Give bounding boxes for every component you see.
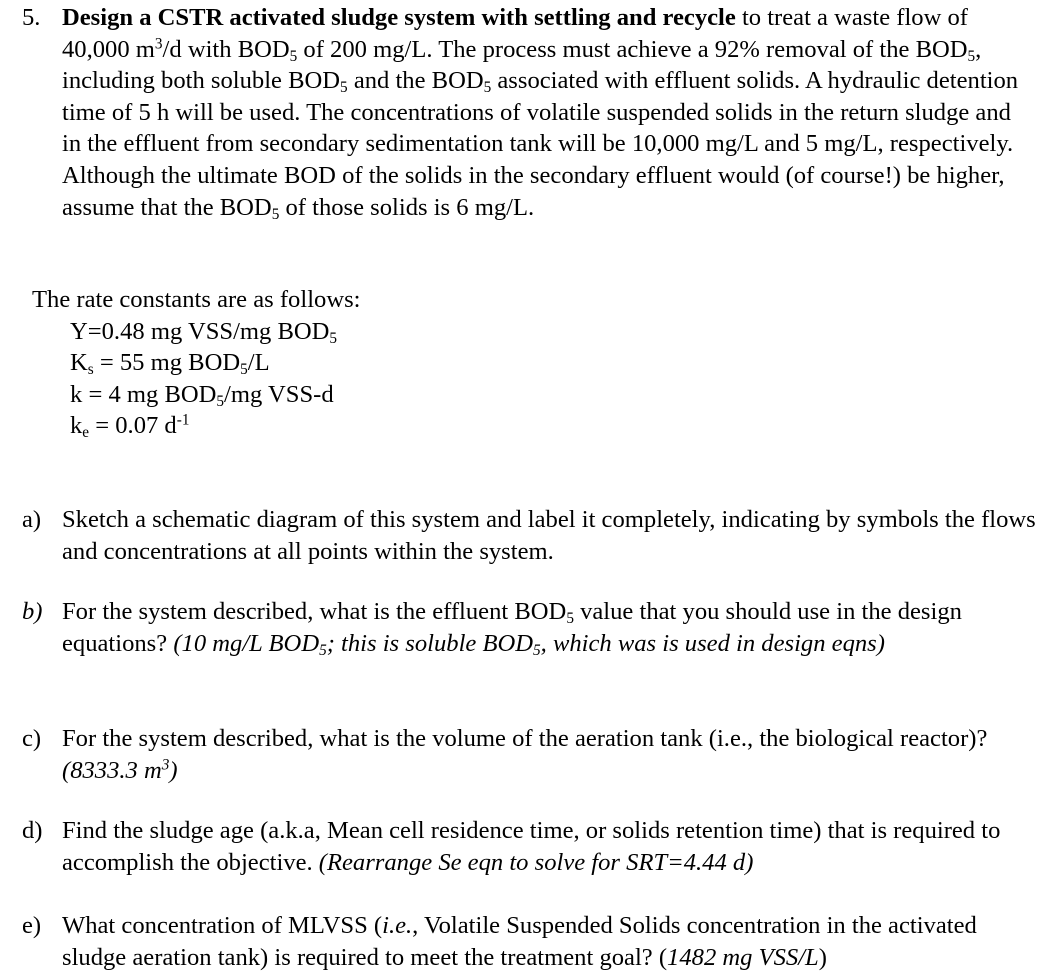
statement-part: of 200 mg/L. The process must achieve a 92% removal of the BOD [297, 35, 968, 63]
question-part: Find the sludge age (a.k.a, Mean cell residence time, or solids retention time) that is required to accomplish the objective. [62, 817, 1001, 876]
answer-text: 1482 mg VSS/L [667, 943, 819, 971]
problem-number: 5. [22, 4, 41, 31]
subscript: e [82, 424, 90, 442]
question-part: For the system described, what is the effluent BOD [62, 598, 567, 625]
superscript: 3 [154, 35, 163, 53]
question-label: c) [22, 725, 42, 752]
rate-ks [32, 347, 361, 379]
question-label: b) [22, 598, 43, 625]
question-text [62, 910, 1036, 973]
rate-text: k [70, 412, 83, 440]
subscript: 5 [289, 47, 298, 65]
answer-part: (10 mg/L BOD [173, 629, 320, 657]
question-label: a) [22, 506, 42, 533]
subscript: 5 [967, 47, 976, 65]
rate-text: = 0.07 d [89, 412, 177, 440]
rate-text: Y=0.48 mg VSS/mg BOD [70, 317, 330, 345]
rate-text: /L [247, 349, 270, 377]
question-label: e) [22, 912, 42, 939]
question-part: value that you should use in the design equations? [62, 598, 962, 657]
question-part: What concentration of MLVSS ( [62, 912, 383, 939]
question-text [62, 596, 1036, 659]
statement-part: , including both soluble BOD [62, 35, 982, 95]
subscript: 5 [566, 609, 574, 627]
rate-text: = 55 mg BOD [93, 349, 241, 377]
subscript: 5 [271, 205, 280, 223]
answer-part: , which was is used in design eqns) [540, 629, 885, 657]
rate-constants-intro: The rate constants are as follows: [32, 286, 361, 313]
question-label: d) [22, 817, 43, 844]
subscript: 5 [319, 641, 327, 659]
subscript: 5 [240, 361, 248, 378]
answer-text [62, 757, 178, 784]
question-text: Sketch a schematic diagram of this system and label it completely, indicating by symbols the flows and concentrations at all points within the system. [62, 506, 1036, 565]
subscript: 5 [329, 329, 338, 347]
question-part: , Volatile Suspended Solids concentration in the activated sludge aeration tank) is required to meet the treatment goal? ( [62, 912, 977, 971]
statement-part: associated with effluent solids. A hydraulic detention time of 5 h will be used. The concentrations of volatile suspended solids in the return sludge and in the effluent from secondary sedimentation tank will be 10,000 mg/L and 5 mg/L, respectively. Although the ultimate BOD of the solids in the secondary effluent would (of course!) be higher, assume that the BOD [62, 67, 1019, 221]
rate-constants [32, 284, 361, 442]
subscript: 5 [340, 79, 348, 96]
subscript: 5 [216, 392, 225, 410]
problem-statement [62, 2, 1036, 223]
superscript: -1 [176, 412, 190, 429]
subscript: 5 [533, 641, 541, 659]
answer-part: ) [169, 756, 178, 784]
answer-part: (8333.3 m [62, 756, 162, 784]
problem-bold-title: Design a CSTR activated sludge system with settling and recycle [62, 4, 736, 31]
statement-part: to treat a waste flow of 40,000 m [62, 4, 968, 63]
statement-part: /d with BOD [162, 35, 290, 63]
superscript: 3 [161, 756, 170, 774]
rate-yield [32, 316, 361, 348]
subscript: s [87, 361, 94, 378]
statement-part: and the BOD [347, 67, 484, 95]
rate-text: /mg VSS-d [224, 380, 334, 408]
answer-text: (Rearrange Se eqn to solve for SRT=4.44 d) [318, 848, 754, 876]
italic-text: i.e. [382, 912, 413, 939]
answer-part: ; this is soluble BOD [326, 629, 534, 657]
rate-text: K [70, 349, 88, 377]
subscript: 5 [483, 79, 492, 96]
question-part: ) [818, 943, 827, 971]
question-part: For the system described, what is the volume of the aeration tank (i.e., the biological reactor)? [62, 725, 988, 752]
rate-k [32, 379, 361, 411]
statement-part: of those solids is 6 mg/L. [279, 193, 535, 221]
question-text [62, 723, 1036, 786]
question-text [62, 815, 1036, 878]
answer-text [173, 630, 885, 657]
rate-text: k = 4 mg BOD [70, 380, 217, 408]
rate-ke [32, 410, 361, 442]
